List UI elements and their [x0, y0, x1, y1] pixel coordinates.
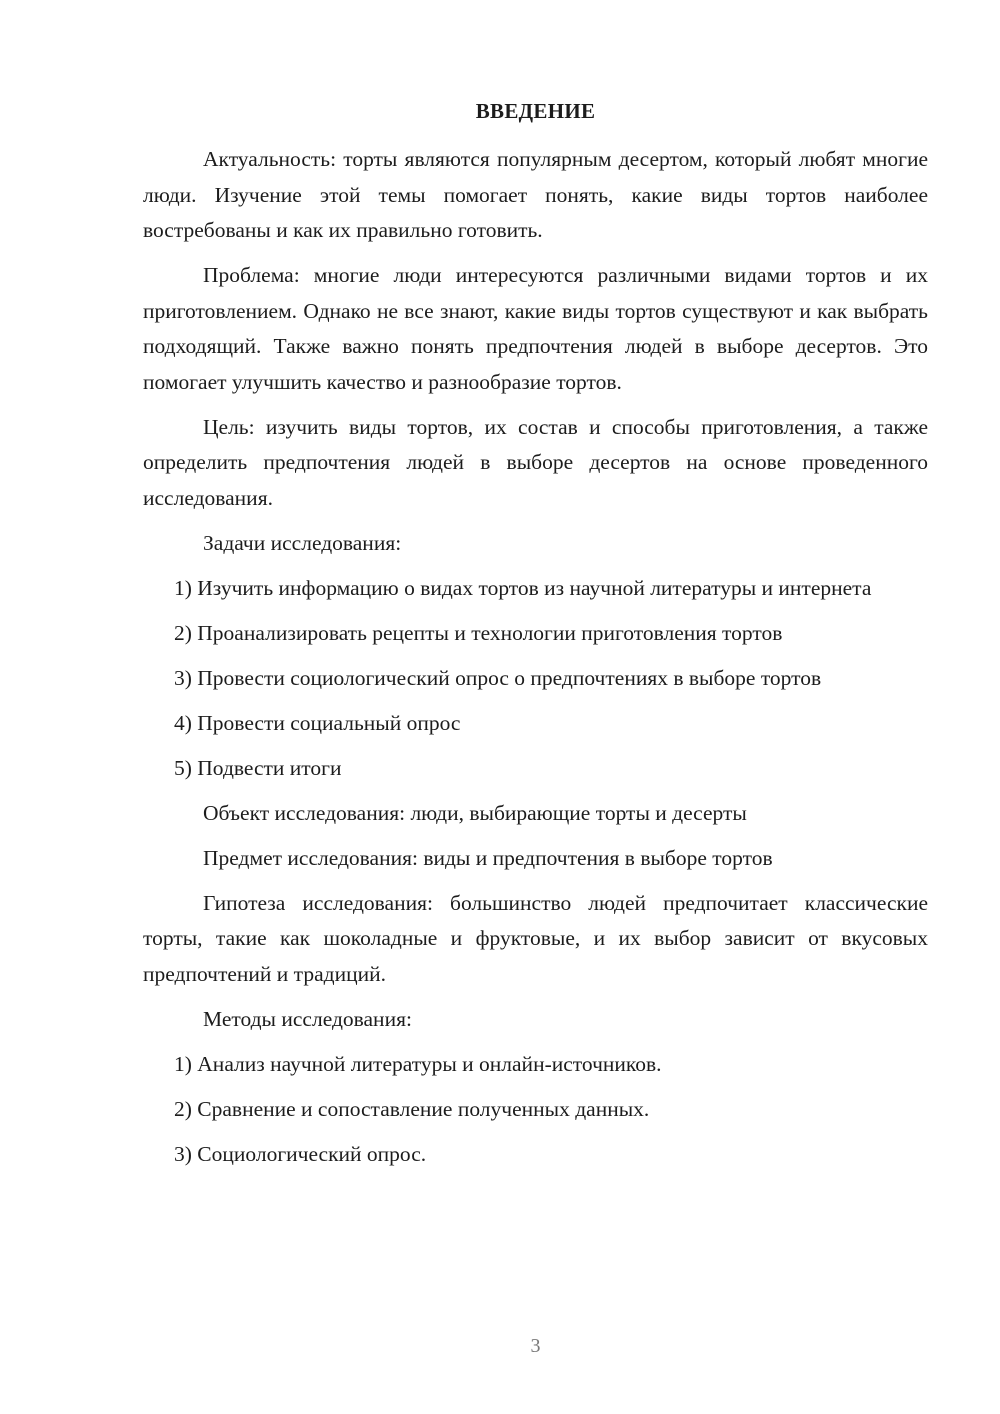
- document-body: [143, 142, 928, 1182]
- hypothesis-paragraph: Гипотеза исследования: большинство людей предпочитает классические торты, такие как шоколадные и фруктовые, и их выбор зависит от вкусовых предпочтений и традиций.: [143, 890, 928, 986]
- document-page: [143, 0, 928, 1414]
- task-item-5: 5) Подвести итоги: [174, 755, 342, 780]
- task-item-3: 3) Провести социологический опрос о предпочтениях в выборе тортов: [174, 665, 822, 690]
- method-item-1: 1) Анализ научной литературы и онлайн-источников.: [174, 1051, 662, 1076]
- subject-paragraph: Предмет исследования: виды и предпочтения в выборе тортов: [203, 845, 773, 870]
- tasks-heading: Задачи исследования:: [203, 530, 402, 555]
- relevance-paragraph: Актуальность: торты являются популярным десертом, который любят многие люди. Изучение этой темы помогает понять, какие виды тортов наиболее востребованы и как их правильно готовить.: [143, 147, 928, 242]
- object-paragraph: Объект исследования: люди, выбирающие торты и десерты: [203, 800, 747, 825]
- page-title: ВВЕДЕНИЕ: [475, 99, 596, 123]
- goal-paragraph: Цель: изучить виды тортов, их состав и способы приготовления, а также определить предпочтения людей в выборе десертов на основе проведенного исследования.: [143, 414, 928, 510]
- method-item-3: 3) Социологический опрос.: [174, 1141, 427, 1166]
- methods-heading: Методы исследования:: [203, 1006, 412, 1031]
- task-item-4: 4) Провести социальный опрос: [174, 710, 461, 735]
- task-item-1: 1) Изучить информацию о видах тортов из научной литературы и интернета: [174, 575, 872, 600]
- page-number: 3: [530, 1335, 541, 1357]
- problem-paragraph: Проблема: многие люди интересуются различными видами тортов и их приготовлением. Однако не все знают, какие виды тортов существуют и как выбрать подходящий. Также важно понять предпочтения людей в выборе десертов. Это помогает улучшить качество и разнообразие тортов.: [143, 263, 928, 394]
- task-item-2: 2) Проанализировать рецепты и технологии приготовления тортов: [174, 620, 783, 645]
- method-item-2: 2) Сравнение и сопоставление полученных данных.: [174, 1096, 650, 1121]
